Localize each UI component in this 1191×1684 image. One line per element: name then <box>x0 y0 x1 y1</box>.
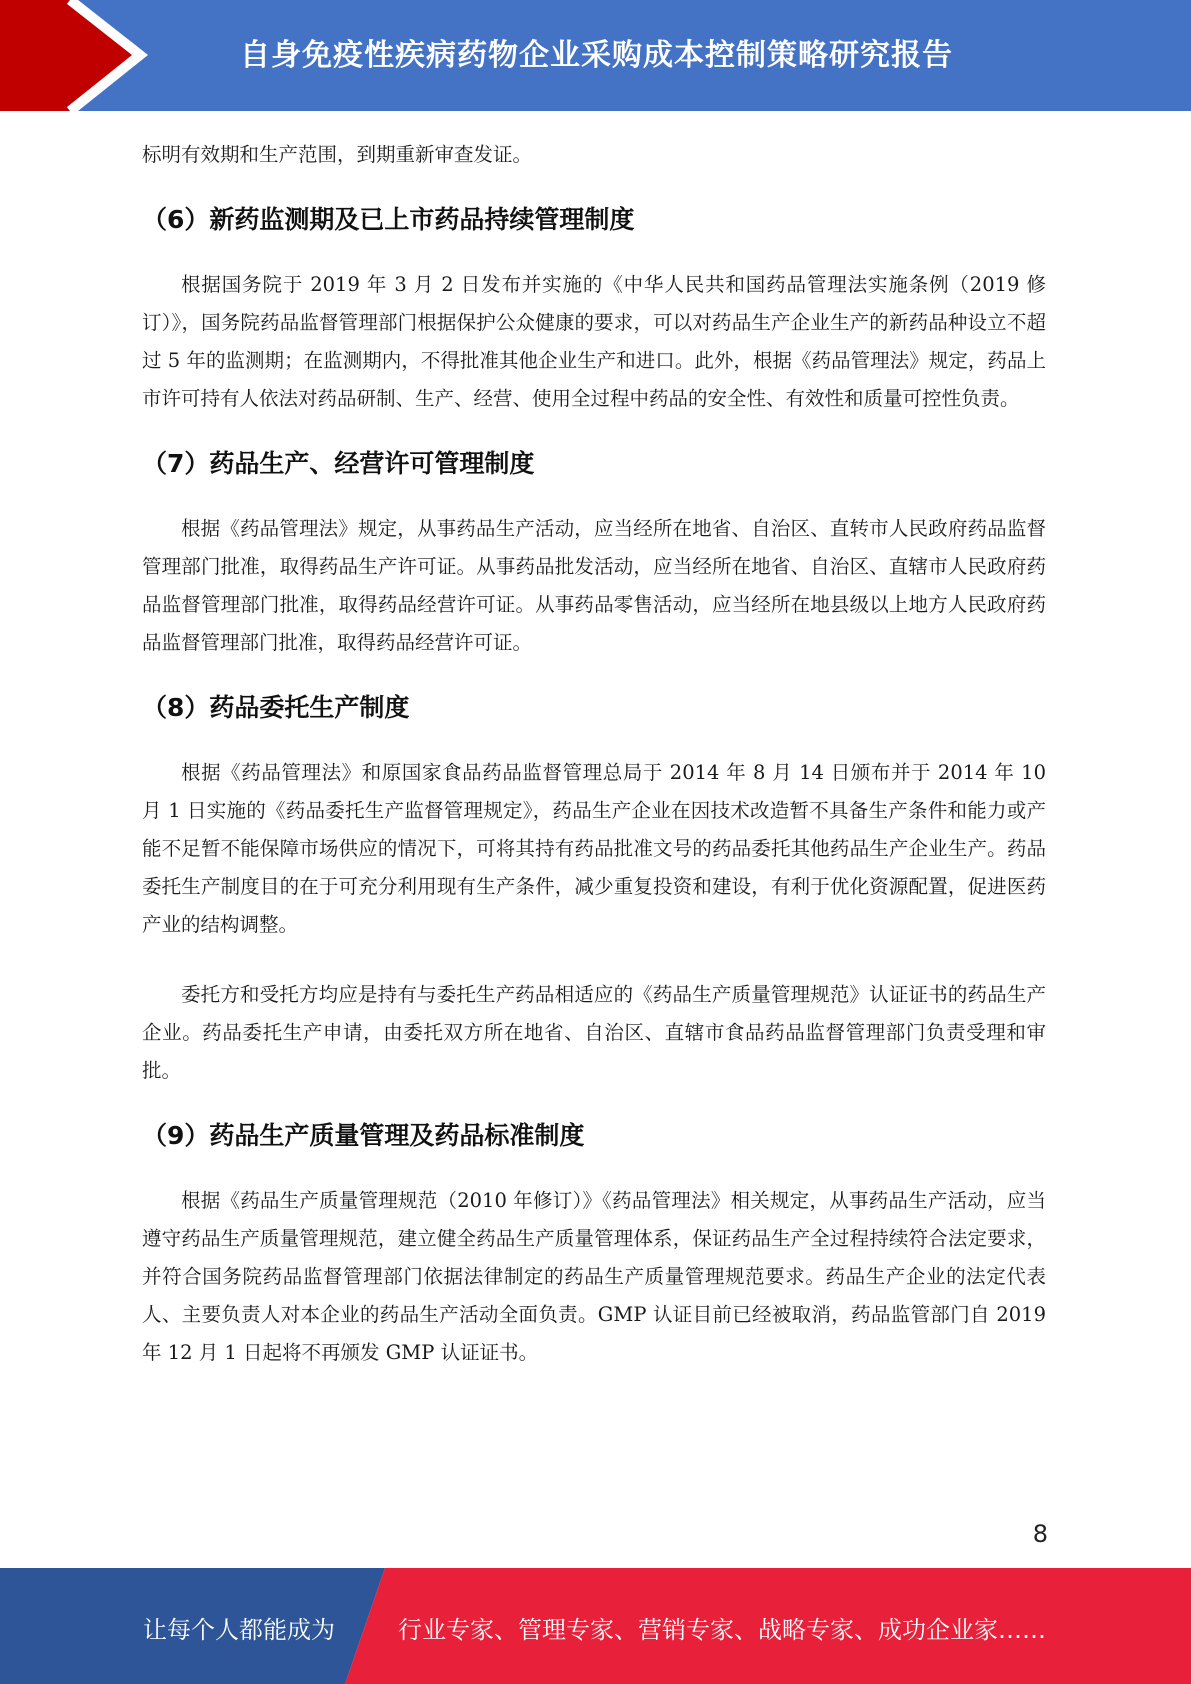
header-chevron-decoration <box>0 0 160 111</box>
footer-slogan-left: 让每个人都能成为 <box>143 1616 335 1644</box>
section-8-paragraph-1: 根据《药品管理法》和原国家食品药品监督管理总局于 2014 年 8 月 14 日颁布并于 2014 年 10 月 1 日实施的《药品委托生产监督管理规定》，药品生产企业在因技术改造暂不具备生产条件和能力或产能不足暂不能保障市场供应的情况下，可将其持有药品批准文号的药品委托其他药品生产企业生产。药品委托生产制度目的在于可充分利用现有生产条件，减少重复投资和建设，有利于优化资源配置，促进医药产业的结构调整。 <box>142 761 1046 936</box>
report-header <box>0 0 1191 111</box>
section-9-paragraph-1: 根据《药品生产质量管理规范（2010 年修订）》《药品管理法》相关规定，从事药品生产活动，应当遵守药品生产质量管理规范，建立健全药品生产质量管理体系，保证药品生产全过程持续符合法定要求，并符合国务院药品监督管理部门依据法律制定的药品生产质量管理规范要求。药品生产企业的法定代表人、主要负责人对本企业的药品生产活动全面负责。GMP 认证目前已经被取消，药品监管部门自 2019 年 12 月 1 日起将不再颁发 GMP 认证证书。 <box>142 1189 1046 1364</box>
section-heading-7: （7）药品生产、经营许可管理制度 <box>142 449 535 478</box>
section-8-paragraph-2: 委托方和受托方均应是持有与委托生产药品相适应的《药品生产质量管理规范》认证证书的药品生产企业。药品委托生产申请，由委托双方所在地省、自治区、直辖市食品药品监督管理部门负责受理和审批。 <box>142 983 1046 1082</box>
section-heading-9: （9）药品生产质量管理及药品标准制度 <box>142 1121 585 1150</box>
lead-line: 标明有效期和生产范围，到期重新审查发证。 <box>142 143 533 166</box>
report-title: 自身免疫性疾病药物企业采购成本控制策略研究报告 <box>240 38 953 73</box>
page-content <box>142 136 1046 1372</box>
section-7-paragraph-1: 根据《药品管理法》规定，从事药品生产活动，应当经所在地省、自治区、直转市人民政府药品监督管理部门批准，取得药品生产许可证。从事药品批发活动，应当经所在地省、自治区、直辖市人民政府药品监督管理部门批准，取得药品经营许可证。从事药品零售活动，应当经所在地县级以上地方人民政府药品监督管理部门批准，取得药品经营许可证。 <box>142 517 1046 654</box>
page-number: 8 <box>1032 1520 1048 1548</box>
section-heading-6: （6）新药监测期及已上市药品持续管理制度 <box>142 205 635 234</box>
footer-slogan-right: 行业专家、管理专家、营销专家、战略专家、成功企业家…… <box>398 1616 1046 1644</box>
report-footer <box>0 1568 1191 1684</box>
section-heading-8: （8）药品委托生产制度 <box>142 693 410 722</box>
section-6-paragraph-1: 根据国务院于 2019 年 3 月 2 日发布并实施的《中华人民共和国药品管理法实施条例（2019 修订）》，国务院药品监督管理部门根据保护公众健康的要求，可以对药品生产企业生产的新药品种设立不超过 5 年的监测期；在监测期内，不得批准其他企业生产和进口。此外，根据《药品管理法》规定，药品上市许可持有人依法对药品研制、生产、经营、使用全过程中药品的安全性、有效性和质量可控性负责。 <box>142 273 1046 410</box>
